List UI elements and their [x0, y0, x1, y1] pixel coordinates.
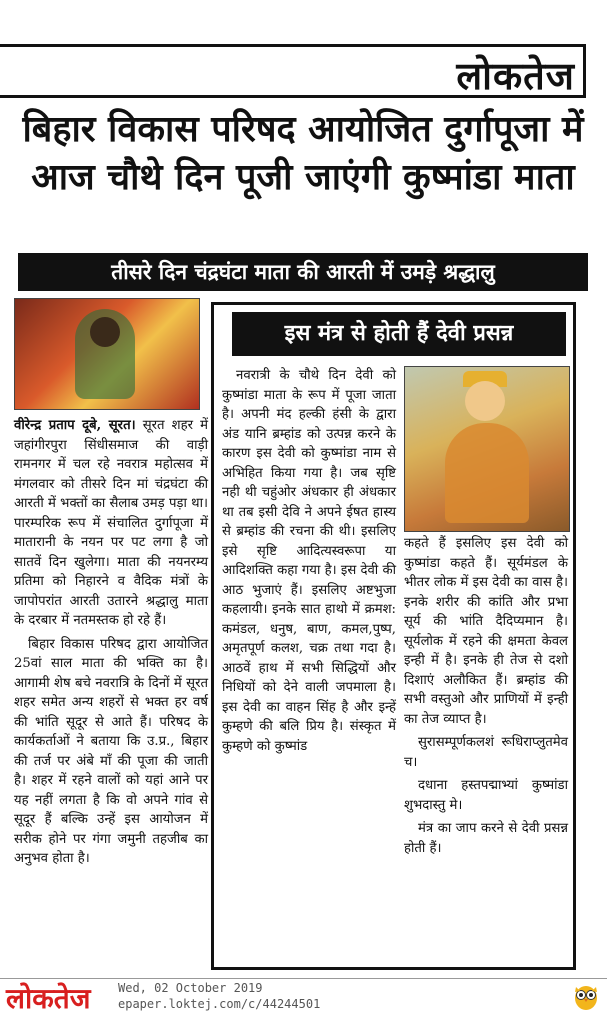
left-paragraph-2: बिहार विकास परिषद द्वारा आयोजित 25वां साल माता की भक्ति का है। आगामी शेष बचे नवरात्रि के दिनों में सूरत शहर समेत अन्य शहरों से भक्त हर वर्ष की भांति सूदूर से आते हैं। परिषद के कार्यकर्ताओं ने बताया कि उ.प्र., बिहार की तर्ज पर अंबे माँ की पूजा की जाती है। शहर में रहने वालों को यहां आने पर यह नहीं लगता है कि वो अपने गांव से सूदूर हैं बल्कि उन्हें इस आयोजन में सरीक होने पर गंगा जमुनी तहजीब का अनुभव होता है। [14, 636, 208, 866]
idol-face-shape [90, 317, 120, 347]
left-paragraph-1: सूरत शहर में जहांगीरपुरा सिंधीसमाज की वाड़ी रामनगर में चल रहे नवरात्र महोत्सव में मंगलवार को तीसरे दिन मां चंद्रघंटा की आरती में भक्तों का सैलाब उमड़ पड़ा था। पारम्परिक रूप में संचालित दुर्गापूजा में मातारानी के नयन पर पट लगा है जो सातवें दिन खुलेगा। माता की नयनरम्य प्रतिमा को निहारने व वैदिक मंत्रों के जापोपरांत आरती उतारने श्रद्धालु माता के दरबार में नतमस्तक हो रहे हैं। [14, 418, 208, 628]
footer-url[interactable]: epaper.loktej.com/c/44244501 [118, 997, 321, 1011]
left-column [14, 298, 208, 873]
mantra-line-2: दधाना हस्तपद्माभ्यां कुष्मांडा शुभदास्तु मे। [404, 778, 568, 813]
durga-idol-photo [14, 298, 200, 410]
box-right-text [404, 534, 568, 858]
box-middle-column [222, 366, 396, 760]
box-right-paragraph-1: कहते हैं इसलिए इस देवी को कुष्मांडा कहते हैं। सूर्यमंडल के भीतर लोक में इस देवी का वास है। इनके शरीर की कांति और प्रभा सूर्य की भांति दैदिप्यमान है। सूर्यलोक में रहने की क्षमता केवल इन्ही में है। इनके ही तेज से दशो दिशाएं अलौकित हैं। ब्रम्हांड की सभी वस्तुओ और प्राणियों में इन्ही का तेज व्याप्त है। [404, 536, 568, 727]
kushmanda-devi-photo [404, 366, 570, 532]
box-middle-paragraph: नवरात्री के चौथे दिन देवी को कुष्मांडा माता के रूप में पूजा जाता है। अपनी मंद हल्की हंसी के द्वारा अंड यानि ब्रम्हांड को उत्पन्न करने के कारण इस देवी को कुष्मांडा नाम से अभिहित किया गया है। जब सृष्टि नही थी चहुंओर अंधकार ही अंधकार था तब इसी देवि ने अपने ईषत हास्य से ब्रम्हांड की रचना की थी। इसलिए इसे सृष्टि आदित्यस्वरूपा या आदिशक्ति कहा गया है। इस देवी की आठ भुजाएं हैं। इसलिए अष्टभुजा कहलायी। इनके सात हाथो में क्रमश: कमंडल, धनुष, बाण, कमल,पुष्प, अमृतपूर्ण कलश, चक्र तथा गदा है। आठवें हाथ में सभी सिद्धियों और निधियों को देने वाली जपमाला है। इस देवी का वाहन सिंह है और इन्हें कुम्हणे की बलि प्रिय है। संस्कृत में कुम्हणे को कुष्मांड [222, 368, 396, 754]
footer-date: Wed, 02 October 2019 [118, 981, 263, 995]
byline: वीरेन्द्र प्रताप दूबे, सूरत। [14, 418, 136, 433]
headline-line-1: बिहार विकास परिषद आयोजित दुर्गापूजा में [22, 109, 584, 150]
footer-meta [118, 980, 320, 1012]
mantra-banner: इस मंत्र से होती हैं देवी प्रसन्न [232, 312, 566, 356]
footer-logo: लोकतेज [6, 982, 91, 1015]
box-right-paragraph-2: मंत्र का जाप करने से देवी प्रसन्न होती हैं। [404, 821, 568, 856]
devi-body-shape [445, 423, 529, 523]
headline-line-2: आज चौथे दिन पूजी जाएंगी कुष्मांडा माता [31, 157, 575, 198]
masthead [0, 44, 586, 98]
headline [10, 106, 596, 202]
masthead-brand: लोकतेज [456, 54, 575, 98]
owl-icon [571, 981, 601, 1011]
subheadline: तीसरे दिन चंद्रघंटा माता की आरती में उमड़े श्रद्धालु [18, 253, 588, 291]
mantra-line-1: सुरासम्पूर्णकलशं रूधिराप्लुतमेव च। [404, 735, 568, 770]
box-right-column [404, 366, 568, 862]
left-article [14, 416, 208, 869]
footer [0, 978, 607, 1015]
devi-face-shape [465, 381, 505, 421]
